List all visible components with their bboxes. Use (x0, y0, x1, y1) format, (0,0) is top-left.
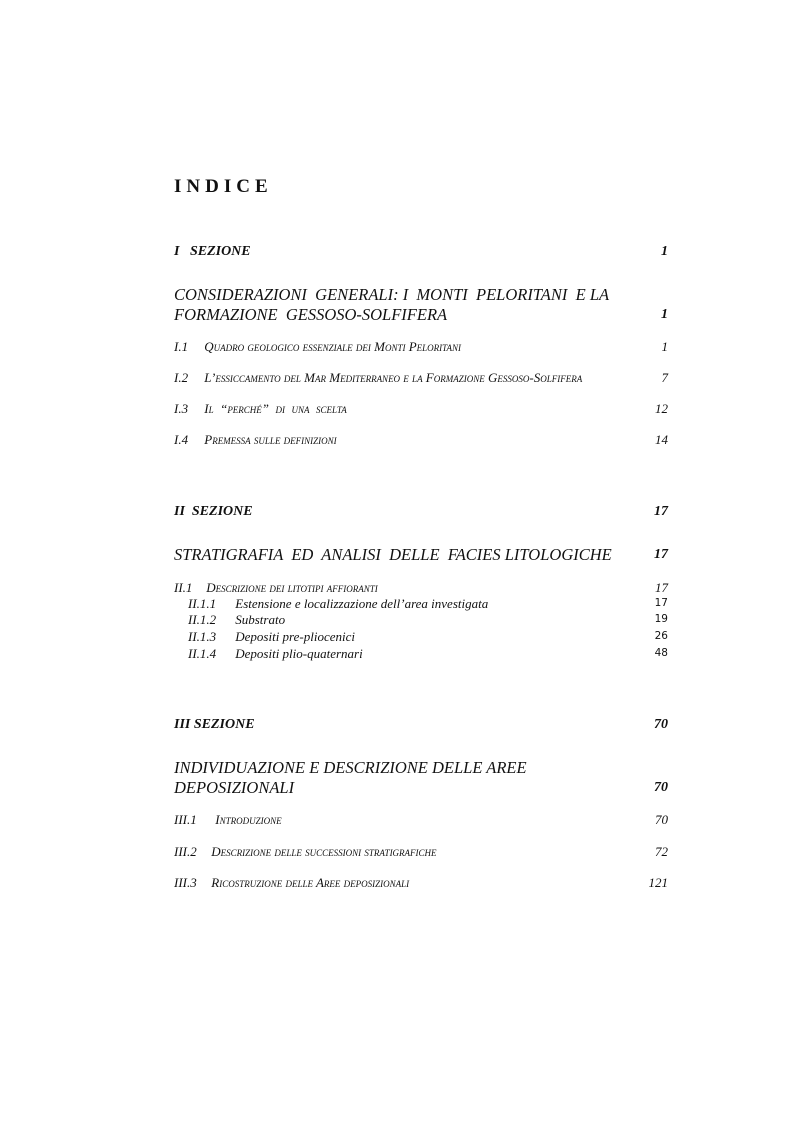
toc-subentry[interactable] (188, 629, 668, 645)
page-number: 19 (654, 613, 668, 625)
entry-number: III.2 (174, 844, 197, 859)
page-number: 12 (655, 401, 668, 416)
page-number: 26 (654, 630, 668, 642)
toc-entry[interactable] (174, 370, 668, 386)
page-number: 17 (655, 580, 668, 595)
chapter-title-line: INDIVIDUAZIONE E DESCRIZIONE DELLE AREE (174, 758, 527, 777)
page-title: INDICE (174, 176, 273, 197)
entry-number: I.3 (174, 401, 189, 416)
entry-number: II.1.4 (188, 646, 217, 661)
toc-entry[interactable] (174, 401, 668, 417)
chapter-heading[interactable] (174, 758, 668, 798)
entry-number: III.1 (174, 812, 197, 827)
toc-entry[interactable] (174, 432, 668, 448)
toc-entry[interactable] (174, 580, 668, 596)
chapter-title-line: CONSIDERAZIONI GENERALI: I MONTI PELORITANI E LA (174, 285, 610, 304)
chapter-heading[interactable] (174, 545, 668, 565)
page-number: 70 (655, 812, 668, 827)
page-number: 17 (654, 597, 668, 609)
entry-number: II.1.2 (188, 612, 217, 627)
chapter-title-line: DEPOSIZIONALI (174, 778, 295, 797)
toc-subentry[interactable] (188, 612, 668, 628)
toc-subentry[interactable] (188, 596, 668, 612)
page-number: 1 (661, 339, 668, 354)
entry-number: II.1.3 (188, 629, 217, 644)
entry-number: I.1 (174, 339, 189, 354)
entry-title: Premessa sulle definizioni (204, 432, 337, 447)
entry-title: Estensione e localizzazione dell’area investigata (235, 596, 489, 611)
section-label: II SEZIONE (174, 504, 253, 519)
page-number: 121 (648, 875, 668, 890)
chapter-title-line: FORMAZIONE GESSOSO-SOLFIFERA (174, 305, 448, 324)
entry-title: Introduzione (215, 812, 282, 827)
page-number: 1 (661, 307, 668, 322)
entry-title: Depositi plio-quaternari (235, 646, 363, 661)
section-label: III SEZIONE (174, 717, 255, 732)
section-heading[interactable] (174, 717, 668, 733)
toc-entry[interactable] (174, 844, 668, 860)
section-heading[interactable] (174, 504, 668, 520)
section-heading[interactable] (174, 244, 668, 260)
page-number: 17 (654, 504, 668, 519)
entry-number: II.1.1 (188, 596, 217, 611)
entry-title: Ricostruzione delle Aree deposizionali (211, 875, 410, 890)
page-number: 72 (655, 844, 668, 859)
page-number: 1 (661, 244, 668, 259)
entry-title: Depositi pre-pliocenici (235, 629, 355, 644)
page-number: 70 (654, 717, 668, 732)
entry-title: Descrizione delle successioni stratigrafiche (211, 844, 437, 859)
page-number: 17 (654, 547, 668, 562)
entry-number: III.3 (174, 875, 197, 890)
toc-entry[interactable] (174, 875, 668, 891)
page-number: 48 (654, 647, 668, 659)
page-number: 70 (654, 780, 668, 795)
entry-title: Il “perché” di una scelta (204, 401, 347, 416)
entry-number: II.1 (174, 580, 193, 595)
chapter-heading[interactable] (174, 285, 668, 325)
entry-title: Substrato (235, 612, 286, 627)
section-label: I SEZIONE (174, 244, 251, 259)
entry-number: I.4 (174, 432, 189, 447)
entry-number: I.2 (174, 370, 189, 385)
page-number: 7 (661, 370, 668, 385)
entry-title: L’essiccamento del Mar Mediterraneo e la Formazione Gessoso-Solfifera (204, 370, 583, 385)
chapter-title-line: STRATIGRAFIA ED ANALISI DELLE FACIES LITOLOGICHE (174, 545, 612, 564)
entry-title: Quadro geologico essenziale dei Monti Peloritani (204, 339, 461, 354)
page-number: 14 (655, 432, 668, 447)
toc-entry[interactable] (174, 812, 668, 828)
entry-title: Descrizione dei litotipi affioranti (206, 580, 378, 595)
toc-entry[interactable] (174, 339, 668, 355)
toc-subentry[interactable] (188, 646, 668, 662)
